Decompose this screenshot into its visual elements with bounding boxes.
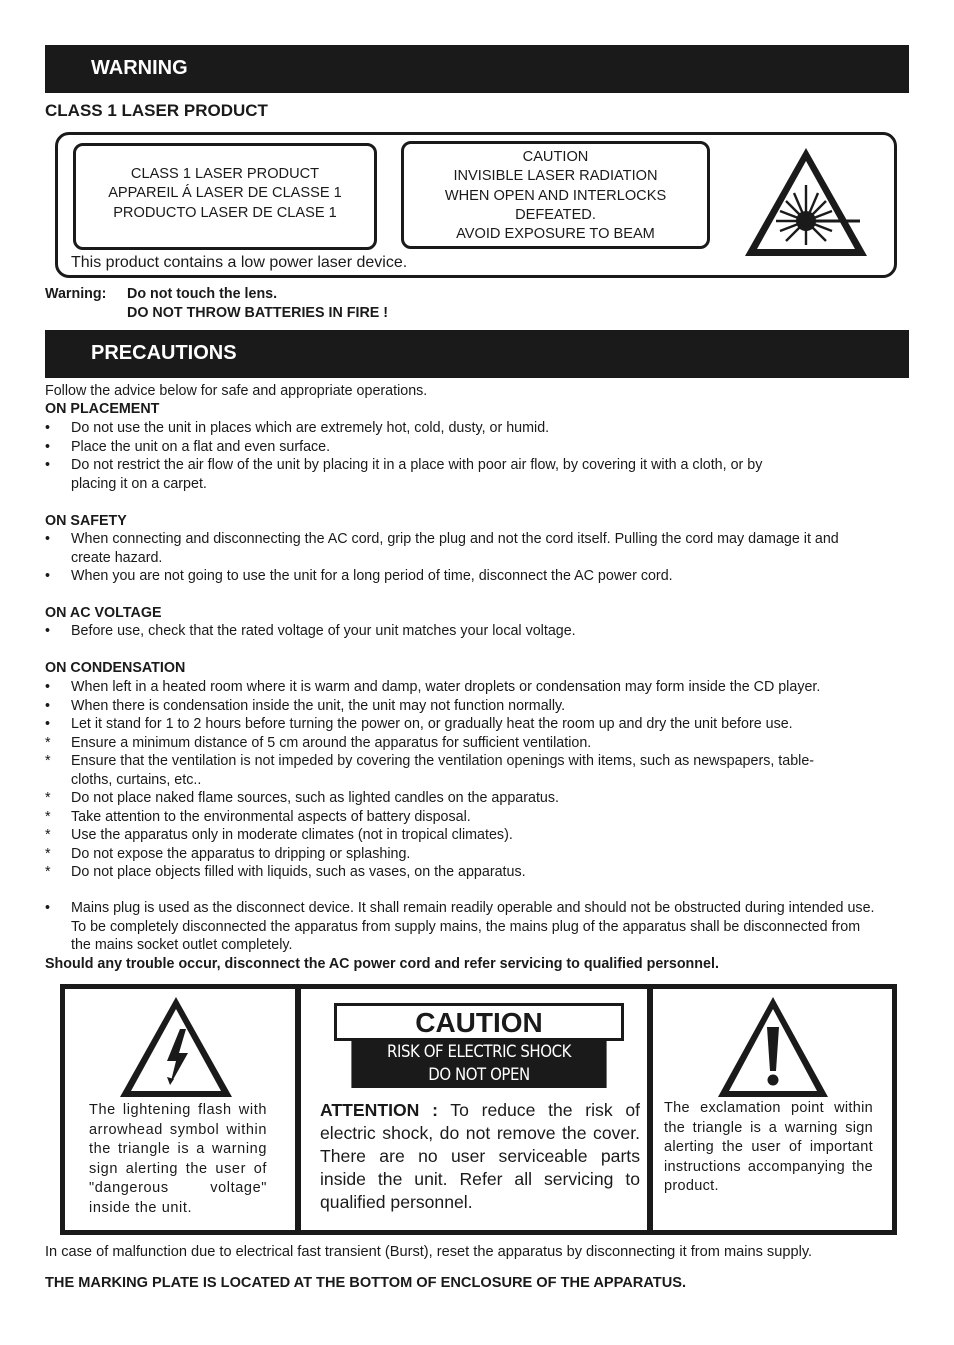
warning-lens: Do not touch the lens.	[127, 286, 278, 302]
label-line: PRODUCTO LASER DE CLASE 1	[113, 204, 337, 221]
trouble-note: Should any trouble occur, disconnect the AC power cord and refer servicing to qualified personnel.	[45, 956, 719, 972]
list-item: • When left in a heated room where it is warm and damp, water droplets or condensation may form inside the CD player.	[45, 679, 821, 695]
warning-label: Warning:	[45, 286, 107, 302]
warning-batteries: DO NOT THROW BATTERIES IN FIRE !	[127, 305, 389, 321]
label-line: WHEN OPEN AND INTERLOCKS	[444, 187, 667, 204]
list-item: • Mains plug is used as the disconnect device. It shall remain readily operable and should not be obstructed during intended use. To be completely disconnected the apparatus from supply mains, the mains plug of the apparatus shall be disconnected from the mains socket outlet completely.	[45, 900, 875, 953]
attention-text	[320, 1099, 640, 1214]
list-item: • Do not restrict the air flow of the unit by placing it in a place with poor air flow, by covering it with a cloth, or by placing it on a carpet.	[45, 457, 763, 492]
precautions-intro: Follow the advice below for safe and appropriate operations.	[45, 383, 428, 399]
marking-plate-note: THE MARKING PLATE IS LOCATED AT THE BOTTOM OF ENCLOSURE OF THE APPARATUS.	[45, 1275, 687, 1291]
list-item: * Take attention to the environmental aspects of battery disposal.	[45, 808, 471, 825]
list-item: • Place the unit on a flat and even surface.	[45, 438, 331, 455]
list-item: • When you are not going to use the unit for a long period of time, disconnect the AC power cord.	[45, 568, 673, 584]
attention-body: To reduce the risk of electric shock, do not remove the cover. There are no user serviceable parts inside the unit. Refer all servicing to qualified personnel.	[320, 1100, 640, 1212]
caution-subtitle-line: DO NOT OPEN	[428, 1065, 530, 1085]
list-item: * Do not expose the apparatus to dripping or splashing.	[45, 845, 411, 862]
warning-header	[45, 45, 909, 93]
label-line: APPAREIL Á LASER DE CLASSE 1	[108, 185, 342, 202]
caution-subtitle-line: RISK OF ELECTRIC SHOCK	[387, 1042, 571, 1062]
burst-note: In case of malfunction due to electrical fast transient (Burst), reset the apparatus by disconnecting it from mains supply.	[45, 1244, 813, 1260]
list-item: * Ensure a minimum distance of 5 cm around the apparatus for sufficient ventilation.	[45, 734, 592, 751]
caution-title: CAUTION	[334, 1003, 624, 1041]
placement-list	[45, 419, 805, 493]
attention-label: ATTENTION :	[320, 1100, 438, 1120]
list-item: * Do not place naked flame sources, such as lighted candles on the apparatus.	[45, 790, 559, 806]
panel-divider	[647, 989, 653, 1230]
list-item: * Do not place objects filled with liquids, such as vases, on the apparatus.	[45, 864, 526, 880]
list-item: • Do not use the unit in places which are extremely hot, cold, dusty, or humid.	[45, 420, 550, 436]
list-item: * Use the apparatus only in moderate climates (not in tropical climates).	[45, 827, 513, 843]
list-item: • When there is condensation inside the unit, the unit may not function normally.	[45, 697, 566, 714]
warning-title: WARNING	[91, 57, 188, 79]
label-line: CAUTION	[522, 149, 589, 165]
mains-list	[45, 899, 875, 955]
ac-voltage-list	[45, 622, 895, 641]
lightning-warning-icon	[118, 995, 234, 1099]
exclamation-warning-icon	[716, 995, 830, 1099]
label-line: CLASS 1 LASER PRODUCT	[130, 166, 320, 182]
panel-divider	[295, 989, 301, 1230]
section-heading-condensation: ON CONDENSATION	[45, 660, 186, 676]
caution-subtitle	[351, 1041, 606, 1088]
class-1-heading: CLASS 1 LASER PRODUCT	[45, 101, 268, 120]
lightning-description: The lightening flash with arrowhead symbol within the triangle is a warning sign alerting the user of "dangerous voltage" inside the unit.	[89, 1102, 267, 1216]
list-item: * Ensure that the ventilation is not impeded by covering the ventilation openings with items, such as newspapers, table-cloths, curtains, etc..	[45, 753, 815, 788]
section-heading-ac-voltage: ON AC VOLTAGE	[45, 605, 162, 621]
precautions-title: PRECAUTIONS	[91, 342, 237, 364]
laser-warning-icon	[742, 145, 870, 259]
laser-class-label	[73, 143, 377, 250]
list-item: • When connecting and disconnecting the AC cord, grip the plug and not the cord itself. Pulling the cord may damage it and create hazard.	[45, 531, 839, 566]
label-line: DEFEATED.	[515, 206, 596, 223]
safety-list	[45, 530, 865, 586]
list-item: • Before use, check that the rated voltage of your unit matches your local voltage.	[45, 623, 576, 639]
label-line: INVISIBLE LASER RADIATION	[453, 168, 658, 185]
section-heading-safety: ON SAFETY	[45, 513, 127, 529]
laser-caution-label	[401, 141, 710, 249]
condensation-list	[45, 678, 835, 882]
section-heading-placement: ON PLACEMENT	[45, 401, 160, 417]
exclamation-description: The exclamation point within the triangle is a warning sign alerting the user of important instructions accompanying the product.	[664, 1100, 873, 1194]
list-item: • Let it stand for 1 to 2 hours before turning the power on, or gradually heat the room up and dry the unit before use.	[45, 716, 793, 732]
label-line: AVOID EXPOSURE TO BEAM	[456, 226, 655, 243]
laser-note: This product contains a low power laser device.	[71, 254, 408, 271]
precautions-header	[45, 330, 909, 378]
